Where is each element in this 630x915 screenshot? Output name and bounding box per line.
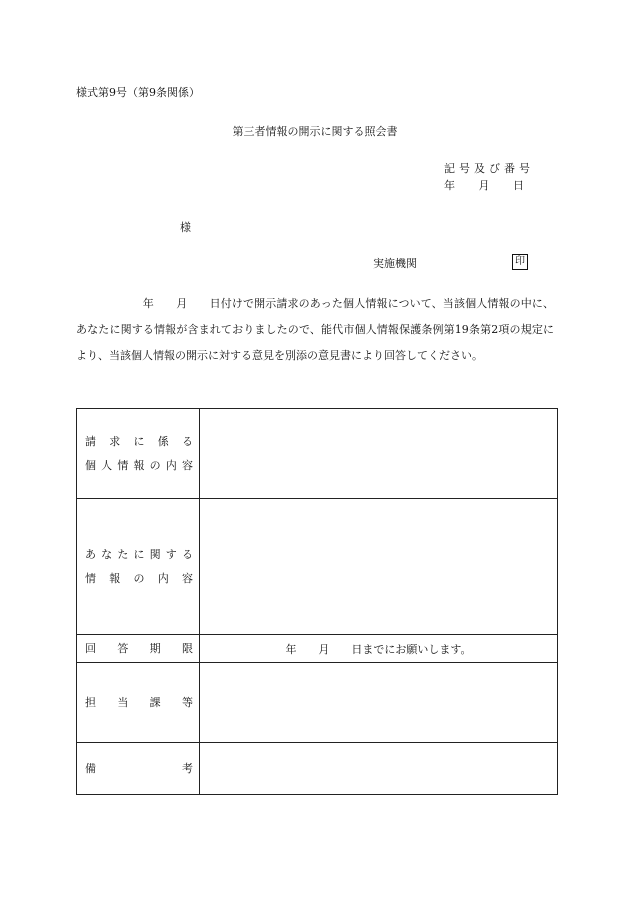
row-label-line: 回 答 期 限	[85, 641, 193, 655]
row-label	[77, 635, 200, 663]
row-label	[77, 499, 200, 635]
row-label-line: 請 求 に 係 る	[85, 434, 193, 448]
addressee-honorific: 様	[180, 221, 191, 234]
row-value[interactable]: 年 月 日までにお願いします。	[200, 635, 558, 663]
row-label-line: あ な た に 関 す る	[85, 547, 193, 561]
body-paragraph: 年 月 日付けで開示請求のあった個人情報について、当該個人情報の中に、あなたに関する情報が含まれておりましたので、能代市個人情報保護条例第19条第2項の規定により、当該個人情報の開示に対する意見を別添の意見書により回答してください。	[76, 297, 554, 362]
row-value[interactable]	[200, 663, 558, 743]
row-label	[77, 409, 200, 499]
date-month: 月	[478, 179, 490, 192]
department-row	[77, 663, 558, 743]
remarks-row	[77, 743, 558, 795]
row-value[interactable]	[200, 743, 558, 795]
row-label-line: 担 当 課 等	[85, 695, 193, 709]
seal-mark: 印	[512, 254, 528, 270]
row-value[interactable]	[200, 499, 558, 635]
agency-label: 実施機関	[373, 257, 417, 270]
row-label-line: 情 報 の 内 容	[85, 571, 193, 585]
reference-date	[444, 177, 524, 194]
inquiry-table	[76, 408, 558, 795]
document-title: 第三者情報の開示に関する照会書	[232, 125, 398, 138]
row-label-line: 個 人 情 報 の 内 容	[85, 458, 193, 472]
row-value[interactable]	[200, 409, 558, 499]
date-day: 日	[513, 179, 524, 192]
your-info-row	[77, 499, 558, 635]
reference-block	[444, 160, 534, 194]
requested-info-row	[77, 409, 558, 499]
row-label-line: 備 考	[85, 761, 193, 775]
row-label	[77, 663, 200, 743]
reference-number-label: 記号及び番号	[444, 162, 534, 175]
row-label	[77, 743, 200, 795]
date-year: 年	[444, 179, 455, 192]
deadline-row	[77, 635, 558, 663]
form-number: 様式第9号（第9条関係）	[76, 86, 200, 99]
